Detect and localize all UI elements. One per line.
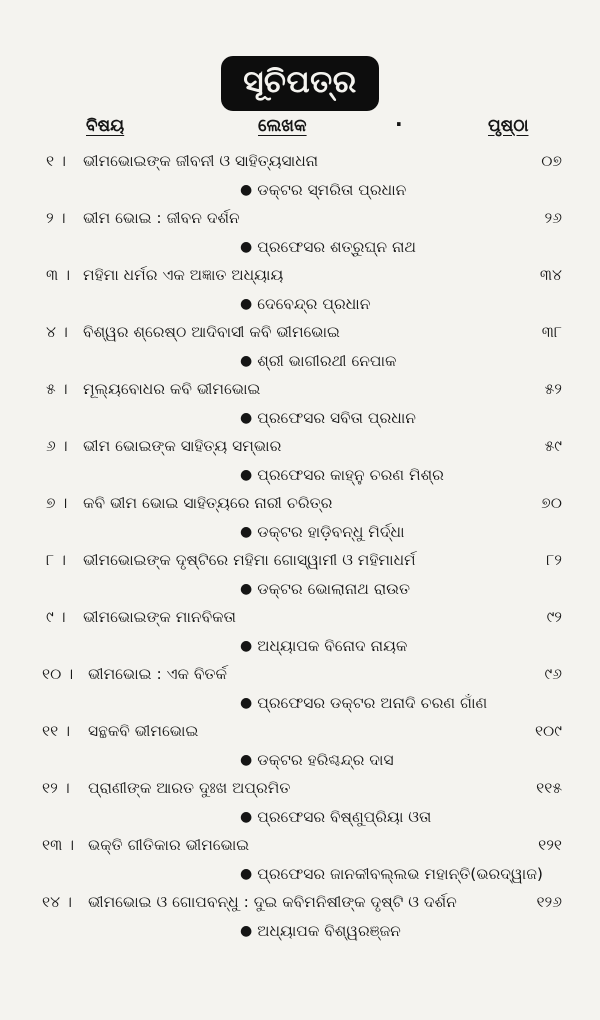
bullet-icon: ● xyxy=(240,467,253,483)
contents-entry xyxy=(0,659,600,716)
entry-page: ୧୦୯ xyxy=(534,722,562,740)
entry-author: ଡକ୍ଟର ସ୍ମରିତା ପ୍ରଧାନ xyxy=(257,181,407,199)
entry-title: ଭୀମ ଭୋଇଙ୍କ ସାହିତ୍ୟ ସମ୍ଭାର xyxy=(83,437,282,455)
bullet-icon: ● xyxy=(240,353,253,369)
bullet-icon: ● xyxy=(240,695,253,711)
contents-entry xyxy=(0,887,600,944)
entry-page: ୭୦ xyxy=(541,494,562,512)
entry-author: ଡକ୍ଟର ଭୋଲାନାଥ ରାଉତ xyxy=(257,580,411,598)
entry-page: ୦୭ xyxy=(541,152,562,170)
entry-author: ଅଧ୍ୟାପକ ବିନୋଦ ନାୟକ xyxy=(257,637,408,655)
entry-page: ୧୧୫ xyxy=(536,779,562,797)
entry-number: ୧୧ । xyxy=(42,722,71,740)
entry-title: ଭୀମଭୋଇ : ଏକ ବିତର୍କ xyxy=(88,665,227,683)
entry-author-line xyxy=(240,808,431,827)
entry-title: ମହିମା ଧର୍ମର ଏକ ଅଜ୍ଞାତ ଅଧ୍ୟାୟ xyxy=(83,266,284,284)
entry-number: ୧ । xyxy=(46,152,66,170)
entry-author-line xyxy=(240,409,416,428)
entry-number: ୫ । xyxy=(46,380,68,398)
bullet-icon: ● xyxy=(240,581,253,597)
entry-author-line xyxy=(240,466,444,485)
header-dot: · xyxy=(395,112,403,136)
entry-page: ୫୨ xyxy=(544,380,562,398)
entry-title: ଭକ୍ତି ଗୀତିକାର ଭୀମଭୋଇ xyxy=(88,836,250,854)
bullet-icon: ● xyxy=(240,638,253,654)
entry-page: ୨୬ xyxy=(544,209,562,227)
entry-author: ପ୍ରଫେସର ବିଷ୍ଣୁପ୍ରିୟା ଓତା xyxy=(257,808,432,826)
entry-author: ପ୍ରଫେସର ଶତ୍ରୁଘ୍ନ ନାଥ xyxy=(257,238,416,256)
contents-entry xyxy=(0,830,600,887)
contents-entry xyxy=(0,773,600,830)
entry-author-line xyxy=(240,922,401,941)
contents-entry xyxy=(0,431,600,488)
entry-title: ମୂଲ୍ୟବୋଧର କବି ଭୀମଭୋଇ xyxy=(83,380,261,398)
entry-number: ୧୩ । xyxy=(42,836,75,854)
contents-entry xyxy=(0,716,600,773)
entry-page: ୫୯ xyxy=(544,437,562,455)
bullet-icon: ● xyxy=(240,182,253,198)
entry-author-line xyxy=(240,238,416,257)
entry-page: ୯୨ xyxy=(546,608,562,626)
entry-author: ପ୍ରଫେସର ସବିତା ପ୍ରଧାନ xyxy=(257,409,416,427)
contents-entry xyxy=(0,545,600,602)
bullet-icon: ● xyxy=(240,923,253,939)
contents-entry xyxy=(0,260,600,317)
contents-entry xyxy=(0,488,600,545)
bullet-icon: ● xyxy=(240,410,253,426)
entry-title: ଭୀମଭୋଇଙ୍କ ମାନବିକତା xyxy=(83,608,236,626)
contents-entry xyxy=(0,374,600,431)
entry-author: ପ୍ରଫେସର ଜାନକୀବଲ୍ଲଭ ମହାନ୍ତି(ଭରଦ୍ୱାଜ) xyxy=(257,865,543,883)
entry-author-line xyxy=(240,181,406,200)
column-header-subject: ବିଷୟ xyxy=(86,116,125,136)
entry-title: ସନ୍ଥକବି ଭୀମଭୋଇ xyxy=(88,722,199,740)
page-title: ସୂଚିପତ୍ର xyxy=(221,56,379,111)
entry-author-line xyxy=(240,295,370,314)
entry-author-line xyxy=(240,694,487,713)
entry-title: ଭୀମ ଭୋଇ : ଜୀବନ ଦର୍ଶନ xyxy=(83,209,240,227)
entry-title: ବିଶ୍ୱର ଶ୍ରେଷ୍ଠ ଆଦିବାସୀ କବି ଭୀମଭୋଇ xyxy=(83,323,340,341)
bullet-icon: ● xyxy=(240,239,253,255)
entry-author-line xyxy=(240,580,410,599)
bullet-icon: ● xyxy=(240,752,253,768)
entry-number: ୮ । xyxy=(46,551,66,569)
entry-title: ଭୀମଭୋଇଙ୍କ ଜୀବନୀ ଓ ସାହିତ୍ୟସାଧନା xyxy=(83,152,319,170)
entry-author: ଡକ୍ଟର ହରିଶ୍ଚନ୍ଦ୍ର ଦାସ xyxy=(257,751,394,769)
entry-number: ୨ । xyxy=(46,209,66,227)
entry-author: ପ୍ରଫେସର କାହ୍ନୁ ଚରଣ ମିଶ୍ର xyxy=(257,466,444,484)
entry-author: ଶ୍ରୀ ଭାଗୀରଥୀ ନେପାକ xyxy=(257,352,397,370)
entry-number: ୯ । xyxy=(46,608,66,626)
entry-number: ୧୦ । xyxy=(42,665,74,683)
entry-title: ଭୀମଭୋଇ ଓ ଗୋପବନ୍ଧୁ : ଦୁଇ କବିମନିଷୀଙ୍କ ଦୃଷ୍ଟି ଓ ଦର୍ଶନ xyxy=(88,893,457,911)
contents-list xyxy=(0,146,600,944)
entry-author-line xyxy=(240,865,543,884)
contents-entry xyxy=(0,203,600,260)
entry-author: ପ୍ରଫେସର ଡକ୍ଟର ଅନାଦି ଚରଣ ଗାଁଣ xyxy=(257,694,488,712)
entry-number: ୬ । xyxy=(46,437,68,455)
entry-number: ୪ । xyxy=(46,323,68,341)
entry-page: ୮୨ xyxy=(546,551,562,569)
contents-entry xyxy=(0,602,600,659)
entry-author: ଅଧ୍ୟାପକ ବିଶ୍ୱରଞ୍ଜନ xyxy=(257,922,401,940)
entry-page: ୯୬ xyxy=(544,665,562,683)
entry-page: ୧୨୧ xyxy=(538,836,562,854)
entry-number: ୧୨ । xyxy=(42,779,70,797)
column-header-page: ପୃଷ୍ଠା xyxy=(488,116,529,136)
contents-entry xyxy=(0,146,600,203)
column-header-author: ଲେଖକ xyxy=(258,116,307,136)
entry-author-line xyxy=(240,637,407,656)
entry-title: କବି ଭୀମ ଭୋଇ ସାହିତ୍ୟରେ ନାରୀ ଚରିତ୍ର xyxy=(83,494,333,512)
bullet-icon: ● xyxy=(240,296,253,312)
bullet-icon: ● xyxy=(240,524,253,540)
entry-title: ଭୀମଭୋଇଙ୍କ ଦୃଷ୍ଟିରେ ମହିମା ଗୋସ୍ୱାମୀ ଓ ମହିମାଧର୍ମ xyxy=(83,551,416,569)
entry-page: ୩୮ xyxy=(541,323,562,341)
title-wrap xyxy=(0,56,600,111)
entry-page: ୧୨୬ xyxy=(536,893,562,911)
entry-number: ୩ । xyxy=(46,266,71,284)
entry-page: ୩୪ xyxy=(539,266,562,284)
entry-author-line xyxy=(240,751,394,770)
entry-author-line xyxy=(240,523,405,542)
entry-author: ଦେବେନ୍ଦ୍ର ପ୍ରଧାନ xyxy=(257,295,371,313)
entry-title: ପ୍ରାଣୀଙ୍କ ଆରତ ଦୁଃଖ ଅପ୍ରମିତ xyxy=(88,779,291,797)
bullet-icon: ● xyxy=(240,809,253,825)
contents-entry xyxy=(0,317,600,374)
entry-number: ୭ । xyxy=(46,494,68,512)
bullet-icon: ● xyxy=(240,866,253,882)
entry-number: ୧୪ । xyxy=(42,893,72,911)
entry-author-line xyxy=(240,352,397,371)
entry-author: ଡକ୍ଟର ହାଡ଼ିବନ୍ଧୁ ମିର୍ଦ୍ଧା xyxy=(257,523,405,541)
